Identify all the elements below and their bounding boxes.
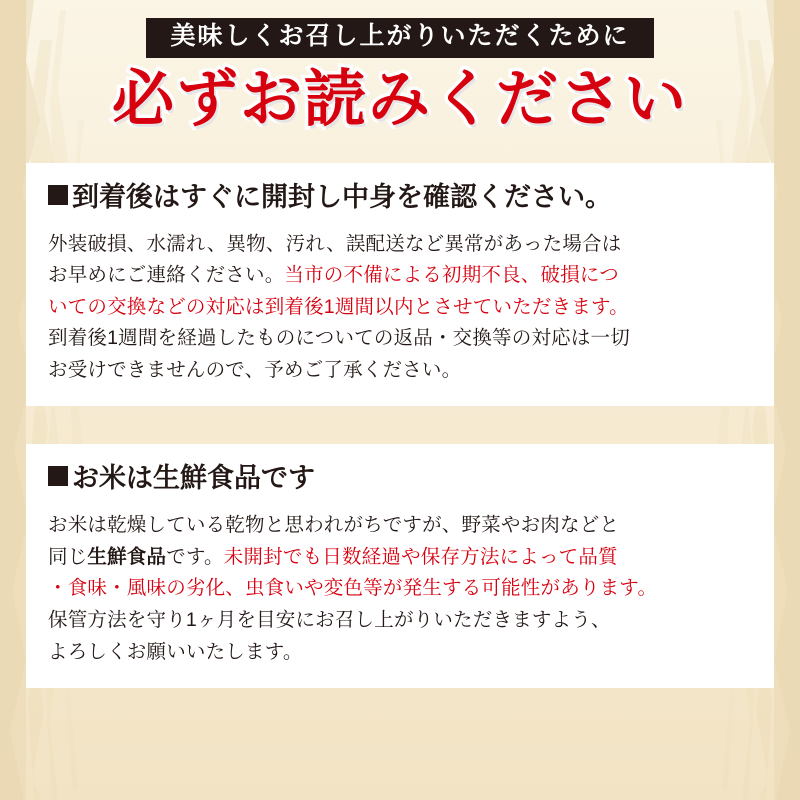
square-bullet-icon bbox=[48, 466, 68, 486]
body-line bbox=[48, 637, 752, 669]
body-text-run: お受けできませんので、予めご了承ください。 bbox=[48, 358, 462, 381]
section-body bbox=[48, 229, 752, 387]
body-text-run: 保管方法を守り1ヶ月を目安にお召し上がりいただきますよう、 bbox=[48, 608, 611, 631]
section-body bbox=[48, 510, 752, 668]
section-heading-text: 到着後はすぐに開封し中身を確認ください。 bbox=[72, 181, 612, 212]
square-bullet-icon bbox=[48, 185, 68, 205]
body-text-run: いての交換などの対応は到着後1週間以内とさせていただきます。 bbox=[48, 295, 629, 318]
body-line bbox=[48, 605, 752, 637]
page-title: 必ずお読みください bbox=[111, 64, 688, 134]
body-line bbox=[48, 229, 752, 261]
body-text-run: ・食味・風味の劣化、虫食いや変色等が発生する可能性があります。 bbox=[48, 577, 658, 600]
section-heading bbox=[48, 181, 752, 215]
body-text-run: お早めにご連絡ください。 bbox=[48, 264, 285, 287]
body-text-run: 外装破損、水濡れ、異物、汚れ、誤配送など異常があった場合は bbox=[48, 232, 622, 255]
body-text-run: 未開封でも日数経過や保存方法によって品質 bbox=[223, 545, 618, 568]
body-line bbox=[48, 260, 752, 292]
section-heading bbox=[48, 462, 752, 496]
body-text-run: 到着後1週間を経過したものについての返品・交換等の対応は一切 bbox=[48, 327, 630, 350]
notice-section-freshness bbox=[26, 444, 774, 688]
header-subtitle: 美味しくお召し上がりいただくために bbox=[146, 18, 653, 58]
body-text-run: 当市の不備による初期不良、破損につ bbox=[284, 264, 619, 287]
body-line bbox=[48, 510, 752, 542]
body-text-run: 同じ bbox=[48, 545, 88, 568]
notice-section-arrival bbox=[26, 163, 774, 407]
body-line bbox=[48, 542, 752, 574]
body-text-run: お米は乾燥している乾物と思われがちですが、野菜やお肉などと bbox=[48, 514, 620, 537]
body-line bbox=[48, 292, 752, 324]
body-line bbox=[48, 355, 752, 387]
section-heading-text: お米は生鮮食品です bbox=[72, 463, 315, 494]
body-text-run: です。 bbox=[166, 545, 224, 568]
body-text-run: よろしくお願いいたします。 bbox=[48, 640, 303, 663]
body-text-run: 生鮮食品 bbox=[87, 545, 167, 568]
body-line bbox=[48, 573, 752, 605]
page-header bbox=[0, 0, 800, 135]
body-line bbox=[48, 323, 752, 355]
